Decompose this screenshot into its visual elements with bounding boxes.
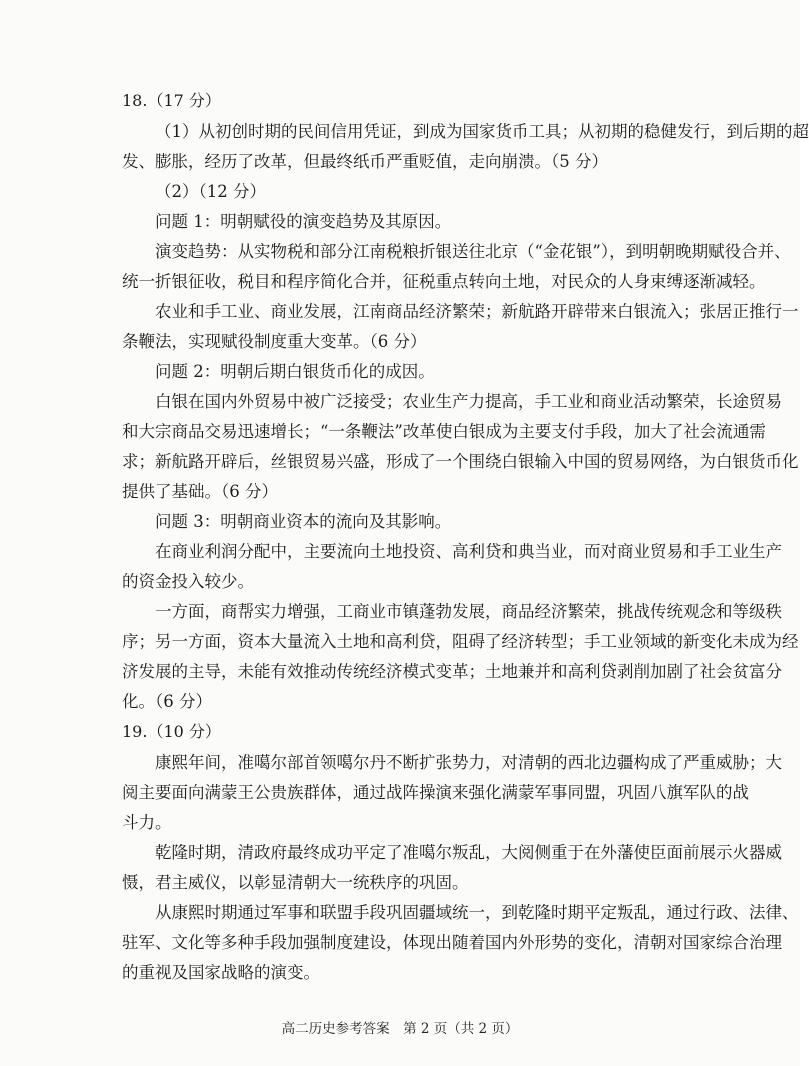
issue-1-para1-line-2: 统一折银征收，税目和程序简化合并，征税重点转向土地，对民众的人身束缚逐渐减轻。 <box>122 272 766 291</box>
issue-1-para2-line-2: 条鞭法，实现赋役制度重大变革。（6 分） <box>122 332 427 351</box>
q18-part2-heading: （2）（12 分） <box>155 182 266 201</box>
issue-2-para1-line-3: 求；新航路开辟后，丝银贸易兴盛，形成了一个围绕白银输入中国的贸易网络，为白银货币化 <box>122 452 799 471</box>
question-18-heading: 18.（17 分） <box>122 91 221 110</box>
issue-3-para2-line-2: 序；另一方面，资本大量流入土地和高利贷，阻碍了经济转型；手工业领域的新变化未成为经 <box>122 632 799 651</box>
q19-para3-line-3: 的重视及国家战略的演变。 <box>122 963 320 982</box>
issue-2-para1-line-1: 白银在国内外贸易中被广泛接受；农业生产力提高，手工业和商业活动繁荣，长途贸易 <box>155 392 782 411</box>
issue-2-para1-line-2: 和大宗商品交易迅速增长；“一条鞭法”改革使白银成为主要支付手段，加大了社会流通需 <box>122 422 766 441</box>
issue-1-title: 问题 1：明朝赋役的演变趋势及其原因。 <box>155 212 452 231</box>
issue-2-para1-line-4: 提供了基础。（6 分） <box>122 482 278 501</box>
issue-1-para2-line-1: 农业和手工业、商业发展，江南商品经济繁荣；新航路开辟带来白银流入；张居正推行一 <box>155 302 799 321</box>
issue-3-para2-line-4: 化。（6 分） <box>122 692 212 711</box>
issue-3-para1-line-2: 的资金投入较少。 <box>122 572 254 591</box>
q19-para1-line-2: 阅主要面向满蒙王公贵族群体，通过战阵操演来强化满蒙军事同盟，巩固八旗军队的战 <box>122 783 749 802</box>
question-19-heading: 19.（10 分） <box>122 722 221 741</box>
q19-para1-line-3: 斗力。 <box>122 813 172 832</box>
q19-para2-line-2: 慑，君主威仪，以彰显清朝大一统秩序的巩固。 <box>122 873 469 892</box>
issue-3-para1-line-1: 在商业利润分配中，主要流向土地投资、高利贷和典当业，而对商业贸易和手工业生产 <box>155 542 782 561</box>
q19-para2-line-1: 乾隆时期，清政府最终成功平定了准噶尔叛乱，大阅侧重于在外藩使臣面前展示火器威 <box>155 843 782 862</box>
q19-para3-line-2: 驻军、文化等多种手段加强制度建设，体现出随着国内外形势的变化，清朝对国家综合治理 <box>122 933 782 952</box>
issue-2-title: 问题 2：明朝后期白银货币化的成因。 <box>155 362 435 381</box>
q19-para1-line-1: 康熙年间，准噶尔部首领噶尔丹不断扩张势力，对清朝的西北边疆构成了严重威胁；大 <box>155 753 782 772</box>
q18-part1-line-2: 发、膨胀，经历了改革，但最终纸币严重贬值，走向崩溃。（5 分） <box>122 152 608 171</box>
issue-3-title: 问题 3：明朝商业资本的流向及其影响。 <box>155 512 452 531</box>
issue-3-para2-line-3: 济发展的主导，未能有效推动传统经济模式变革；土地兼并和高利贷剥削加剧了社会贫富分 <box>122 662 782 681</box>
q19-para3-line-1: 从康熙时期通过军事和联盟手段巩固疆域统一，到乾隆时期平定叛乱，通过行政、法律、 <box>155 903 799 922</box>
issue-1-para1-line-1: 演变趋势：从实物税和部分江南税粮折银送往北京（“金花银”），到明朝晚期赋役合并、 <box>155 242 791 261</box>
q18-part1-line-1: （1）从初创时期的民间信用凭证，到成为国家货币工具；从初期的稳健发行，到后期的超 <box>155 122 809 141</box>
issue-3-para2-line-1: 一方面，商帮实力增强，工商业市镇蓬勃发展，商品经济繁荣，挑战传统观念和等级秩 <box>155 602 782 621</box>
page-footer: 高二历史参考答案 第 2 页（共 2 页） <box>281 1021 519 1037</box>
